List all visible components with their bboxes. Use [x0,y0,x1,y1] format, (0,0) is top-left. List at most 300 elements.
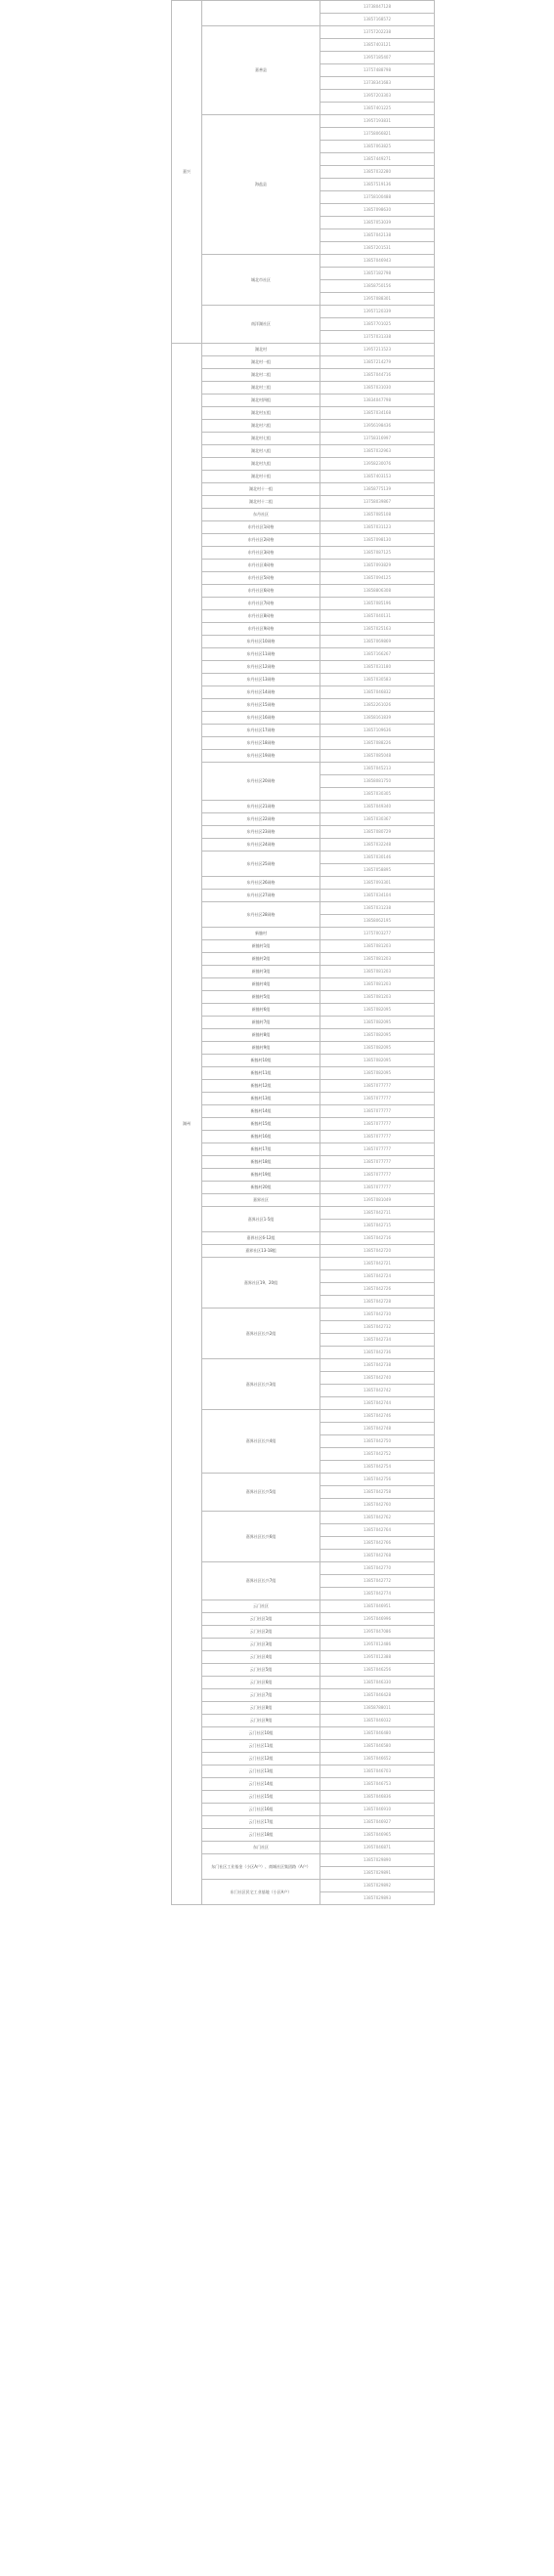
area-cell: 云门社区9组 [202,1715,320,1727]
phone-cell: 13857030146 [320,852,435,864]
table-row [172,496,435,509]
phone-cell: 13857449271 [320,153,435,166]
phone-cell: 13857098130 [320,534,435,547]
table-row [172,725,435,737]
phone-cell: 13857030305 [320,788,435,801]
table-row [172,1613,435,1626]
table-row [172,1004,435,1017]
table-row [172,991,435,1004]
table-row [172,395,435,407]
table-row [172,1854,435,1867]
table-row [172,1156,435,1169]
area-cell: 湖北村十组 [202,471,320,483]
phone-cell: 13857042716 [320,1232,435,1245]
phone-cell: 13857046330 [320,1677,435,1689]
table-row [172,598,435,610]
table-row [172,1766,435,1778]
phone-cell: 13857029891 [320,1867,435,1880]
phone-cell: 13857040131 [320,610,435,623]
phone-cell: 13857042715 [320,1220,435,1232]
phone-cell: 13857046927 [320,1816,435,1829]
phone-cell: 13857109636 [320,725,435,737]
table-row [172,978,435,991]
phone-cell: 13957193831 [320,115,435,128]
phone-cell: 13857032280 [320,166,435,179]
table-row [172,750,435,763]
area-cell: 云门社区4组 [202,1651,320,1664]
phone-cell: 13857042768 [320,1550,435,1562]
area-cell: 东丹社区2网格 [202,534,320,547]
phone-cell: 13758100488 [320,191,435,204]
area-cell: 新塍村12组 [202,1080,320,1093]
area-cell: 东丹社区7网格 [202,598,320,610]
table-row [172,877,435,890]
area-cell: 新塍村1组 [202,940,320,953]
area-cell: 云门社区14组 [202,1778,320,1791]
phone-cell: 13857042760 [320,1499,435,1512]
table-row [172,433,435,445]
table-row [172,737,435,750]
area-cell: 新塍村6组 [202,1004,320,1017]
table-row [172,1093,435,1105]
phone-cell: 13857042754 [320,1461,435,1474]
phone-cell: 13857031030 [320,382,435,395]
phone-cell: 13857082095 [320,1029,435,1042]
phone-cell: 13957047086 [320,1626,435,1639]
table-row [172,1309,435,1321]
area-cell: 新塍村16组 [202,1131,320,1143]
area-cell: 东丹社区8网格 [202,610,320,623]
phone-cell: 13857403153 [320,471,435,483]
phone-cell: 13857042774 [320,1588,435,1600]
phone-cell: 13858788011 [320,1702,435,1715]
phone-cell: 13857046832 [320,686,435,699]
table-row [172,966,435,978]
table-row [172,572,435,585]
phone-cell: 13857080729 [320,826,435,839]
table-row [172,1042,435,1055]
table-row [172,1,435,14]
table-row [172,1740,435,1753]
phone-cell: 13857042730 [320,1309,435,1321]
phone-cell: 13857081203 [320,978,435,991]
phone-cell: 13857042758 [320,1486,435,1499]
area-cell: 东丹社区17网格 [202,725,320,737]
phone-cell: 13857046836 [320,1791,435,1804]
phone-cell: 13857401225 [320,103,435,115]
area-cell: 东丹社区15网格 [202,699,320,712]
area-cell: 新塍村13组 [202,1093,320,1105]
table-row [172,648,435,661]
phone-cell: 13858161839 [320,712,435,725]
table-row [172,1512,435,1524]
table-row [172,813,435,826]
area-cell: 湖北村四组 [202,395,320,407]
phone-cell: 13857046256 [320,1664,435,1677]
area-cell: 东丹社区18网格 [202,737,320,750]
table-row [172,407,435,420]
area-cell: 东丹社区24网格 [202,839,320,852]
table-row [172,826,435,839]
table-row [172,1727,435,1740]
phone-cell: 13857034104 [320,890,435,902]
phone-cell: 13857082095 [320,1004,435,1017]
phone-cell: 13857201531 [320,242,435,255]
table-row [172,369,435,382]
area-cell: 云门社区1组 [202,1613,320,1626]
table-row [172,1816,435,1829]
table-row [172,712,435,725]
phone-cell: 13758039867 [320,496,435,509]
phone-cell: 13857042762 [320,1512,435,1524]
phone-cell: 13957185407 [320,52,435,64]
phone-cell: 13857042756 [320,1474,435,1486]
area-cell: 东丹社区28网格 [202,902,320,928]
phone-cell: 13857088226 [320,737,435,750]
area-cell: 新塍村15组 [202,1118,320,1131]
phone-cell: 13857046910 [320,1804,435,1816]
table-row [172,699,435,712]
table-row [172,1207,435,1220]
phone-cell: 13758066821 [320,128,435,141]
table-row [172,1842,435,1854]
area-cell: 湖北村七组 [202,433,320,445]
table-row [172,356,435,369]
phone-cell: 13857701025 [320,318,435,331]
area-cell: 东门社区 [202,1842,320,1854]
area-cell [202,1,320,26]
table-row [172,1410,435,1423]
table-row [172,1600,435,1613]
area-cell: 东丹社区1网格 [202,521,320,534]
area-cell: 新塍村14组 [202,1105,320,1118]
table-row [172,1651,435,1664]
area-cell: 新塍村4组 [202,978,320,991]
phone-cell: 13857045213 [320,763,435,775]
area-cell: 嘉界社区 [202,1194,320,1207]
table-row [172,674,435,686]
phone-cell: 13758316997 [320,433,435,445]
area-cell: 东丹社区14网格 [202,686,320,699]
phone-cell: 13834047798 [320,395,435,407]
table-row [172,852,435,864]
area-cell: 新塍村8组 [202,1029,320,1042]
area-cell: 新塍村9组 [202,1042,320,1055]
table-row [172,458,435,471]
area-cell: 东丹社区10网格 [202,636,320,648]
table-row [172,801,435,813]
phone-cell: 13857069869 [320,636,435,648]
area-cell: 东丹社区16网格 [202,712,320,725]
table-row [172,1080,435,1093]
table-row [172,1067,435,1080]
area-cell: 东丹社区26网格 [202,877,320,890]
area-cell: 东丹社区3网格 [202,547,320,560]
phone-cell: 13857087125 [320,547,435,560]
table-row [172,1677,435,1689]
phone-cell: 13857046951 [320,1600,435,1613]
phone-cell: 13857042738 [320,1359,435,1372]
phone-cell: 13957203303 [320,90,435,103]
table-row [172,1474,435,1486]
area-cell: 南洋湖社区 [202,306,320,344]
phone-cell: 13857042748 [320,1423,435,1435]
table-row [172,636,435,648]
area-cell: 嘉界社区长兴5组 [202,1474,320,1512]
table-row [172,1131,435,1143]
area-cell: 云门社区13组 [202,1766,320,1778]
area-cell: 东丹社区20网格 [202,763,320,801]
area-cell: 东丹社区19网格 [202,750,320,763]
area-cell: 东门社区工业基金（小区A户）、商城社区集团路（A户） [202,1854,320,1880]
phone-cell: 13738047128 [320,1,435,14]
phone-cell: 13857403121 [320,39,435,52]
table-row [172,763,435,775]
area-cell: 湖北村五组 [202,407,320,420]
phone-cell: 13857029892 [320,1880,435,1892]
table-row [172,585,435,598]
phone-cell: 13857085048 [320,750,435,763]
table-row [172,1880,435,1892]
area-cell: 嘉界社区13-18组 [202,1245,320,1258]
phone-cell: 13857081203 [320,940,435,953]
area-cell: 新塍村5组 [202,991,320,1004]
table-row [172,509,435,521]
area-cell: 城北市社区 [202,255,320,306]
area-cell: 云门社区3组 [202,1639,320,1651]
table-row [172,521,435,534]
area-cell: 云门社区10组 [202,1727,320,1740]
phone-cell: 13857042744 [320,1397,435,1410]
area-cell: 东丹社区27网格 [202,890,320,902]
area-cell: 湖北村一组 [202,356,320,369]
phone-cell: 13857042746 [320,1410,435,1423]
district-cell: 湖州 [172,344,202,1905]
table-row [172,661,435,674]
phone-cell: 13757488798 [320,64,435,77]
table-row [172,1562,435,1575]
table-row [172,382,435,395]
phone-cell: 13738341683 [320,77,435,90]
area-cell: 新塍村 [202,928,320,940]
area-cell: 嘉界社区长兴3组 [202,1359,320,1410]
table-row [172,1689,435,1702]
phone-cell: 13857042728 [320,1296,435,1309]
area-cell: 东丹社区12网格 [202,661,320,674]
phone-cell: 13857042721 [320,1258,435,1270]
phone-cell: 13757202238 [320,26,435,39]
table-row [172,1118,435,1131]
phone-cell: 13857046480 [320,1727,435,1740]
table-row [172,534,435,547]
area-cell: 东丹社区 [202,509,320,521]
area-cell: 湖北村九组 [202,458,320,471]
table-row [172,1639,435,1651]
table-row [172,445,435,458]
area-cell: 新塍村2组 [202,953,320,966]
area-cell: 湖北村八组 [202,445,320,458]
area-cell: 嘉界社区长兴6组 [202,1512,320,1562]
phone-cell: 13857044716 [320,369,435,382]
phone-cell: 13957012486 [320,1639,435,1651]
table-row [172,1245,435,1258]
phone-cell: 13857025163 [320,623,435,636]
table-row [172,26,435,39]
table-row [172,1804,435,1816]
area-cell: 新塍村19组 [202,1169,320,1182]
area-cell: 嘉界社区19、20组 [202,1258,320,1309]
phone-cell: 13857042726 [320,1283,435,1296]
phone-cell: 13757003277 [320,928,435,940]
area-cell: 云门社区7组 [202,1689,320,1702]
area-cell: 东丹社区23网格 [202,826,320,839]
phone-cell: 13957081049 [320,1194,435,1207]
table-row [172,344,435,356]
phone-cell: 13857046032 [320,1715,435,1727]
phone-cell: 13957211523 [320,344,435,356]
area-cell: 云门社区8组 [202,1702,320,1715]
area-cell: 云门社区17组 [202,1816,320,1829]
table-row [172,1017,435,1029]
phone-cell: 13957088301 [320,293,435,306]
phone-cell: 13857031123 [320,521,435,534]
area-cell: 新塍村11组 [202,1067,320,1080]
table-row [172,610,435,623]
area-cell: 东丹社区13网格 [202,674,320,686]
area-cell: 云门社区11组 [202,1740,320,1753]
phone-cell: 13857042770 [320,1562,435,1575]
area-cell: 云门社区6组 [202,1677,320,1689]
phone-cell: 13858806308 [320,585,435,598]
area-cell: 湖北村十一组 [202,483,320,496]
phone-cell: 13956198436 [320,420,435,433]
phone-cell: 13857519136 [320,179,435,191]
phone-cell: 13857042750 [320,1435,435,1448]
table-row [172,940,435,953]
area-cell: 东丹社区25网格 [202,852,320,877]
phone-cell: 13857077777 [320,1156,435,1169]
phone-cell: 13857042138 [320,229,435,242]
phone-cell: 13857049340 [320,801,435,813]
table-row [172,902,435,915]
area-cell: 新塍村7组 [202,1017,320,1029]
table-row [172,1715,435,1727]
table-row [172,1258,435,1270]
table-row [172,890,435,902]
area-cell: 东丹社区11网格 [202,648,320,661]
phone-cell: 13858081750 [320,775,435,788]
area-cell: 嘉界社区1-5组 [202,1207,320,1232]
phone-cell: 13857082095 [320,1017,435,1029]
phone-cell: 13957120339 [320,306,435,318]
area-cell: 云门社区12组 [202,1753,320,1766]
phone-cell: 13857029893 [320,1892,435,1905]
table-row [172,483,435,496]
table-row [172,1753,435,1766]
area-cell: 湖北村 [202,344,320,356]
area-cell: 东丹社区22网格 [202,813,320,826]
phone-cell: 13857085108 [320,509,435,521]
phone-cell: 13852261026 [320,699,435,712]
table-row [172,1029,435,1042]
table-row [172,1778,435,1791]
area-cell: 湖北村三组 [202,382,320,395]
area-cell: 东丹社区21网格 [202,801,320,813]
area-cell: 东门社区民宅工业基地（小区A户） [202,1880,320,1905]
phone-cell: 13857042732 [320,1321,435,1334]
phone-cell: 13857042734 [320,1334,435,1347]
phone-cell: 13857042742 [320,1385,435,1397]
area-cell: 东丹社区4网格 [202,560,320,572]
phone-cell: 13857081203 [320,966,435,978]
phone-cell: 13858775139 [320,483,435,496]
table-row [172,1232,435,1245]
area-cell: 嘉善县 [202,26,320,115]
area-cell: 新塍村3组 [202,966,320,978]
area-cell: 海盐县 [202,115,320,255]
phone-cell: 13857046943 [320,255,435,268]
phone-cell: 13857042736 [320,1347,435,1359]
area-cell: 新塍村17组 [202,1143,320,1156]
area-cell: 新塍村18组 [202,1156,320,1169]
table-row [172,953,435,966]
phone-cell: 13857029890 [320,1854,435,1867]
table-row [172,560,435,572]
phone-cell: 13857077777 [320,1080,435,1093]
table-row [172,1055,435,1067]
table-row [172,306,435,318]
table-row [172,623,435,636]
phone-cell: 13858750156 [320,280,435,293]
table-row [172,255,435,268]
phone-cell: 13857077777 [320,1182,435,1194]
area-cell: 湖北村二组 [202,369,320,382]
table-row [172,1626,435,1639]
table-row [172,928,435,940]
contact-table [171,0,435,1905]
area-cell: 新塍村10组 [202,1055,320,1067]
table-row [172,1105,435,1118]
area-cell: 东丹社区5网格 [202,572,320,585]
area-cell: 嘉界社区长兴4组 [202,1410,320,1474]
phone-cell: 13857042752 [320,1448,435,1461]
area-cell: 嘉界社区6-12组 [202,1232,320,1245]
phone-cell: 13857031180 [320,661,435,674]
phone-cell: 13857168572 [320,14,435,26]
phone-cell: 13857042711 [320,1207,435,1220]
phone-cell: 13857093829 [320,560,435,572]
area-cell: 湖北村十二组 [202,496,320,509]
area-cell: 云门社区16组 [202,1804,320,1816]
phone-cell: 13857077777 [320,1093,435,1105]
phone-cell: 13857077777 [320,1118,435,1131]
phone-cell: 13857030367 [320,813,435,826]
area-cell: 东丹社区9网格 [202,623,320,636]
phone-cell: 13857214279 [320,356,435,369]
area-cell: 东丹社区6网格 [202,585,320,598]
phone-cell: 13857042766 [320,1537,435,1550]
area-cell: 嘉界社区长兴7组 [202,1562,320,1600]
phone-cell: 13857042724 [320,1270,435,1283]
phone-cell: 13958230076 [320,458,435,471]
area-cell: 云门社区18组 [202,1829,320,1842]
phone-cell: 13957012388 [320,1651,435,1664]
phone-cell: 13857077777 [320,1169,435,1182]
phone-cell: 13957046996 [320,1613,435,1626]
phone-cell: 13857081203 [320,953,435,966]
table-row [172,1829,435,1842]
phone-cell: 13857077777 [320,1105,435,1118]
